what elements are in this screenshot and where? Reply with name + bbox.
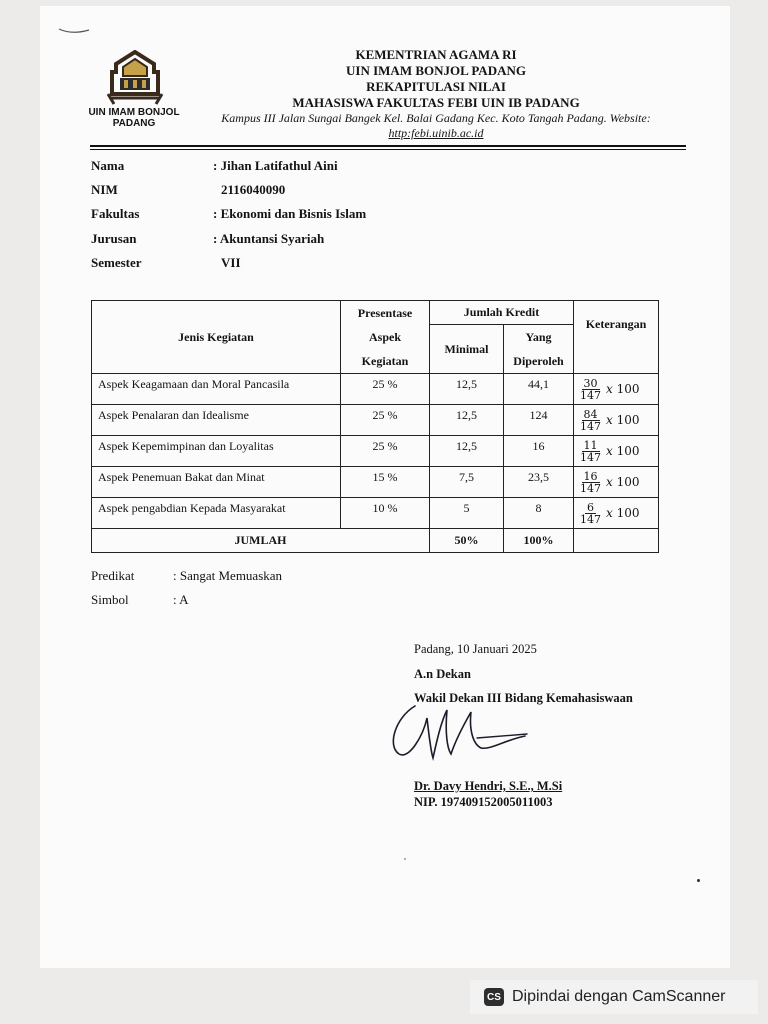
cell-jenis-kegiatan: Aspek Kepemimpinan dan Loyalitas bbox=[92, 436, 341, 467]
scan-speck bbox=[404, 858, 406, 860]
multiplier-value: 100 bbox=[616, 506, 640, 520]
cell-minimal: 5 bbox=[430, 498, 504, 529]
keterangan-fraction bbox=[578, 471, 603, 494]
cell-minimal: 12,5 bbox=[430, 374, 504, 405]
fraction-numerator: 84 bbox=[583, 407, 598, 421]
fraction-numerator: 30 bbox=[583, 376, 598, 390]
cell-jenis-kegiatan: Aspek pengabdian Kepada Masyarakat bbox=[92, 498, 341, 529]
cell-presentase: 15 % bbox=[341, 467, 430, 498]
letterhead-rule-thick bbox=[90, 145, 686, 147]
university-logo bbox=[104, 50, 166, 108]
cell-jenis-kegiatan: Aspek Keagamaan dan Moral Pancasila bbox=[92, 374, 341, 405]
cell-jenis-kegiatan: Aspek Penalaran dan Idealisme bbox=[92, 405, 341, 436]
header-jumlah-kredit: Jumlah Kredit bbox=[430, 301, 574, 325]
cell-keterangan bbox=[574, 467, 659, 498]
total-label: JUMLAH bbox=[92, 529, 430, 553]
fraction-numerator: 11 bbox=[583, 438, 598, 452]
field-name-label: Nama bbox=[91, 158, 125, 173]
simbol-label: Simbol bbox=[91, 592, 129, 607]
place-date: Padang, 10 Januari 2025 bbox=[414, 642, 537, 656]
fraction-denominator: 147 bbox=[580, 388, 602, 402]
cell-diperoleh: 8 bbox=[504, 498, 574, 529]
field-semester-label: Semester bbox=[91, 255, 142, 270]
cell-presentase: 25 % bbox=[341, 374, 430, 405]
total-diperoleh: 100% bbox=[504, 529, 574, 553]
multiplier-value: 100 bbox=[616, 444, 640, 458]
cell-diperoleh: 23,5 bbox=[504, 467, 574, 498]
total-keterangan bbox=[574, 529, 659, 553]
keterangan-fraction bbox=[578, 502, 603, 525]
logo-caption-line1: UIN IMAM BONJOL bbox=[88, 107, 180, 118]
field-faculty-label: Fakultas bbox=[91, 206, 140, 221]
table-row bbox=[92, 436, 659, 467]
cell-minimal: 7,5 bbox=[430, 467, 504, 498]
multiplier-value: 100 bbox=[616, 475, 640, 489]
signer-nip: NIP. 197409152005011003 bbox=[414, 795, 553, 809]
keterangan-fraction bbox=[578, 409, 603, 432]
header-presentase bbox=[341, 301, 430, 374]
signer-name bbox=[414, 779, 562, 794]
multiplier-value: 100 bbox=[616, 382, 640, 396]
multiply-symbol: x bbox=[606, 382, 613, 396]
multiply-symbol: x bbox=[606, 413, 613, 427]
letterhead-faculty: MAHASISWA FAKULTAS FEBI UIN IB PADANG bbox=[292, 95, 580, 110]
keterangan-fraction bbox=[578, 378, 603, 401]
grades-body bbox=[92, 374, 659, 529]
table-row bbox=[92, 498, 659, 529]
on-behalf-of: A.n Dekan bbox=[414, 667, 471, 681]
multiplier bbox=[606, 413, 640, 427]
camscanner-watermark bbox=[470, 980, 758, 1014]
header-diperoleh: Diperoleh bbox=[504, 350, 574, 374]
cell-diperoleh: 44,1 bbox=[504, 374, 574, 405]
letterhead-website: http:febi.uinib.ac.id bbox=[388, 126, 484, 140]
multiplier bbox=[606, 475, 640, 489]
letterhead-rule-thin bbox=[90, 149, 686, 150]
field-nim-value: 2116040090 bbox=[221, 182, 286, 197]
field-major-value: : Akuntansi Syariah bbox=[213, 231, 325, 246]
scan-speck bbox=[697, 879, 700, 882]
header-keterangan: Keterangan bbox=[574, 301, 659, 374]
letterhead bbox=[186, 47, 686, 141]
letterhead-address: Kampus III Jalan Sungai Bangek Kel. Balai Gadang Kec. Koto Tangah Padang. Website: bbox=[221, 111, 651, 125]
cell-presentase: 25 % bbox=[341, 405, 430, 436]
fraction-denominator: 147 bbox=[580, 450, 602, 464]
logo-caption-line2: PADANG bbox=[112, 118, 156, 129]
logo-caption bbox=[84, 107, 184, 129]
cell-jenis-kegiatan: Aspek Penemuan Bakat dan Minat bbox=[92, 467, 341, 498]
field-faculty-value: : Ekonomi dan Bisnis Islam bbox=[213, 206, 367, 221]
signer-name-text: Dr. Davy Hendri, S.E., M.Si bbox=[414, 779, 563, 793]
cell-minimal: 12,5 bbox=[430, 436, 504, 467]
header-minimal: Minimal bbox=[430, 325, 504, 374]
simbol-value: : A bbox=[173, 592, 189, 607]
multiply-symbol: x bbox=[606, 506, 613, 520]
cell-presentase: 10 % bbox=[341, 498, 430, 529]
header-yang: Yang bbox=[504, 325, 574, 350]
staple-mark bbox=[58, 26, 90, 36]
field-major-label: Jurusan bbox=[91, 231, 137, 246]
grades-table bbox=[91, 300, 659, 553]
cell-presentase: 25 % bbox=[341, 436, 430, 467]
fraction-denominator: 147 bbox=[580, 481, 602, 495]
table-row bbox=[92, 374, 659, 405]
cell-diperoleh: 124 bbox=[504, 405, 574, 436]
cell-diperoleh: 16 bbox=[504, 436, 574, 467]
signer-position: Wakil Dekan III Bidang Kemahasiswaan bbox=[414, 691, 633, 705]
field-name-value: : Jihan Latifathul Aini bbox=[213, 158, 338, 173]
predikat-label: Predikat bbox=[91, 568, 135, 583]
keterangan-fraction bbox=[578, 440, 603, 463]
cell-keterangan bbox=[574, 498, 659, 529]
multiplier bbox=[606, 444, 640, 458]
cell-minimal: 12,5 bbox=[430, 405, 504, 436]
header-presentase-line1: Presentase bbox=[357, 306, 413, 320]
table-row bbox=[92, 467, 659, 498]
total-minimal: 50% bbox=[430, 529, 504, 553]
header-presentase-line2: Aspek bbox=[368, 330, 401, 344]
camscanner-text: Dipindai dengan CamScanner bbox=[512, 988, 726, 1005]
header-presentase-line3: Kegiatan bbox=[361, 354, 409, 368]
fraction-numerator: 6 bbox=[587, 500, 595, 514]
table-row bbox=[92, 405, 659, 436]
cell-keterangan bbox=[574, 436, 659, 467]
letterhead-university: UIN IMAM BONJOL PADANG bbox=[346, 63, 526, 78]
camscanner-logo-icon: CS bbox=[484, 988, 504, 1006]
multiply-symbol: x bbox=[606, 475, 613, 489]
letterhead-title: REKAPITULASI NILAI bbox=[366, 79, 506, 94]
letterhead-ministry: KEMENTRIAN AGAMA RI bbox=[355, 47, 517, 62]
multiplier bbox=[606, 506, 640, 520]
header-jenis-kegiatan: Jenis Kegiatan bbox=[92, 301, 341, 374]
handwritten-signature bbox=[385, 696, 535, 776]
cell-keterangan bbox=[574, 405, 659, 436]
fraction-numerator: 16 bbox=[583, 469, 598, 483]
multiply-symbol: x bbox=[606, 444, 613, 458]
multiplier bbox=[606, 382, 640, 396]
fraction-denominator: 147 bbox=[580, 419, 602, 433]
field-nim-label: NIM bbox=[91, 182, 118, 197]
multiplier-value: 100 bbox=[616, 413, 640, 427]
field-semester-value: VII bbox=[221, 255, 241, 270]
fraction-denominator: 147 bbox=[580, 512, 602, 526]
cell-keterangan bbox=[574, 374, 659, 405]
predikat-value: : Sangat Memuaskan bbox=[173, 568, 283, 583]
